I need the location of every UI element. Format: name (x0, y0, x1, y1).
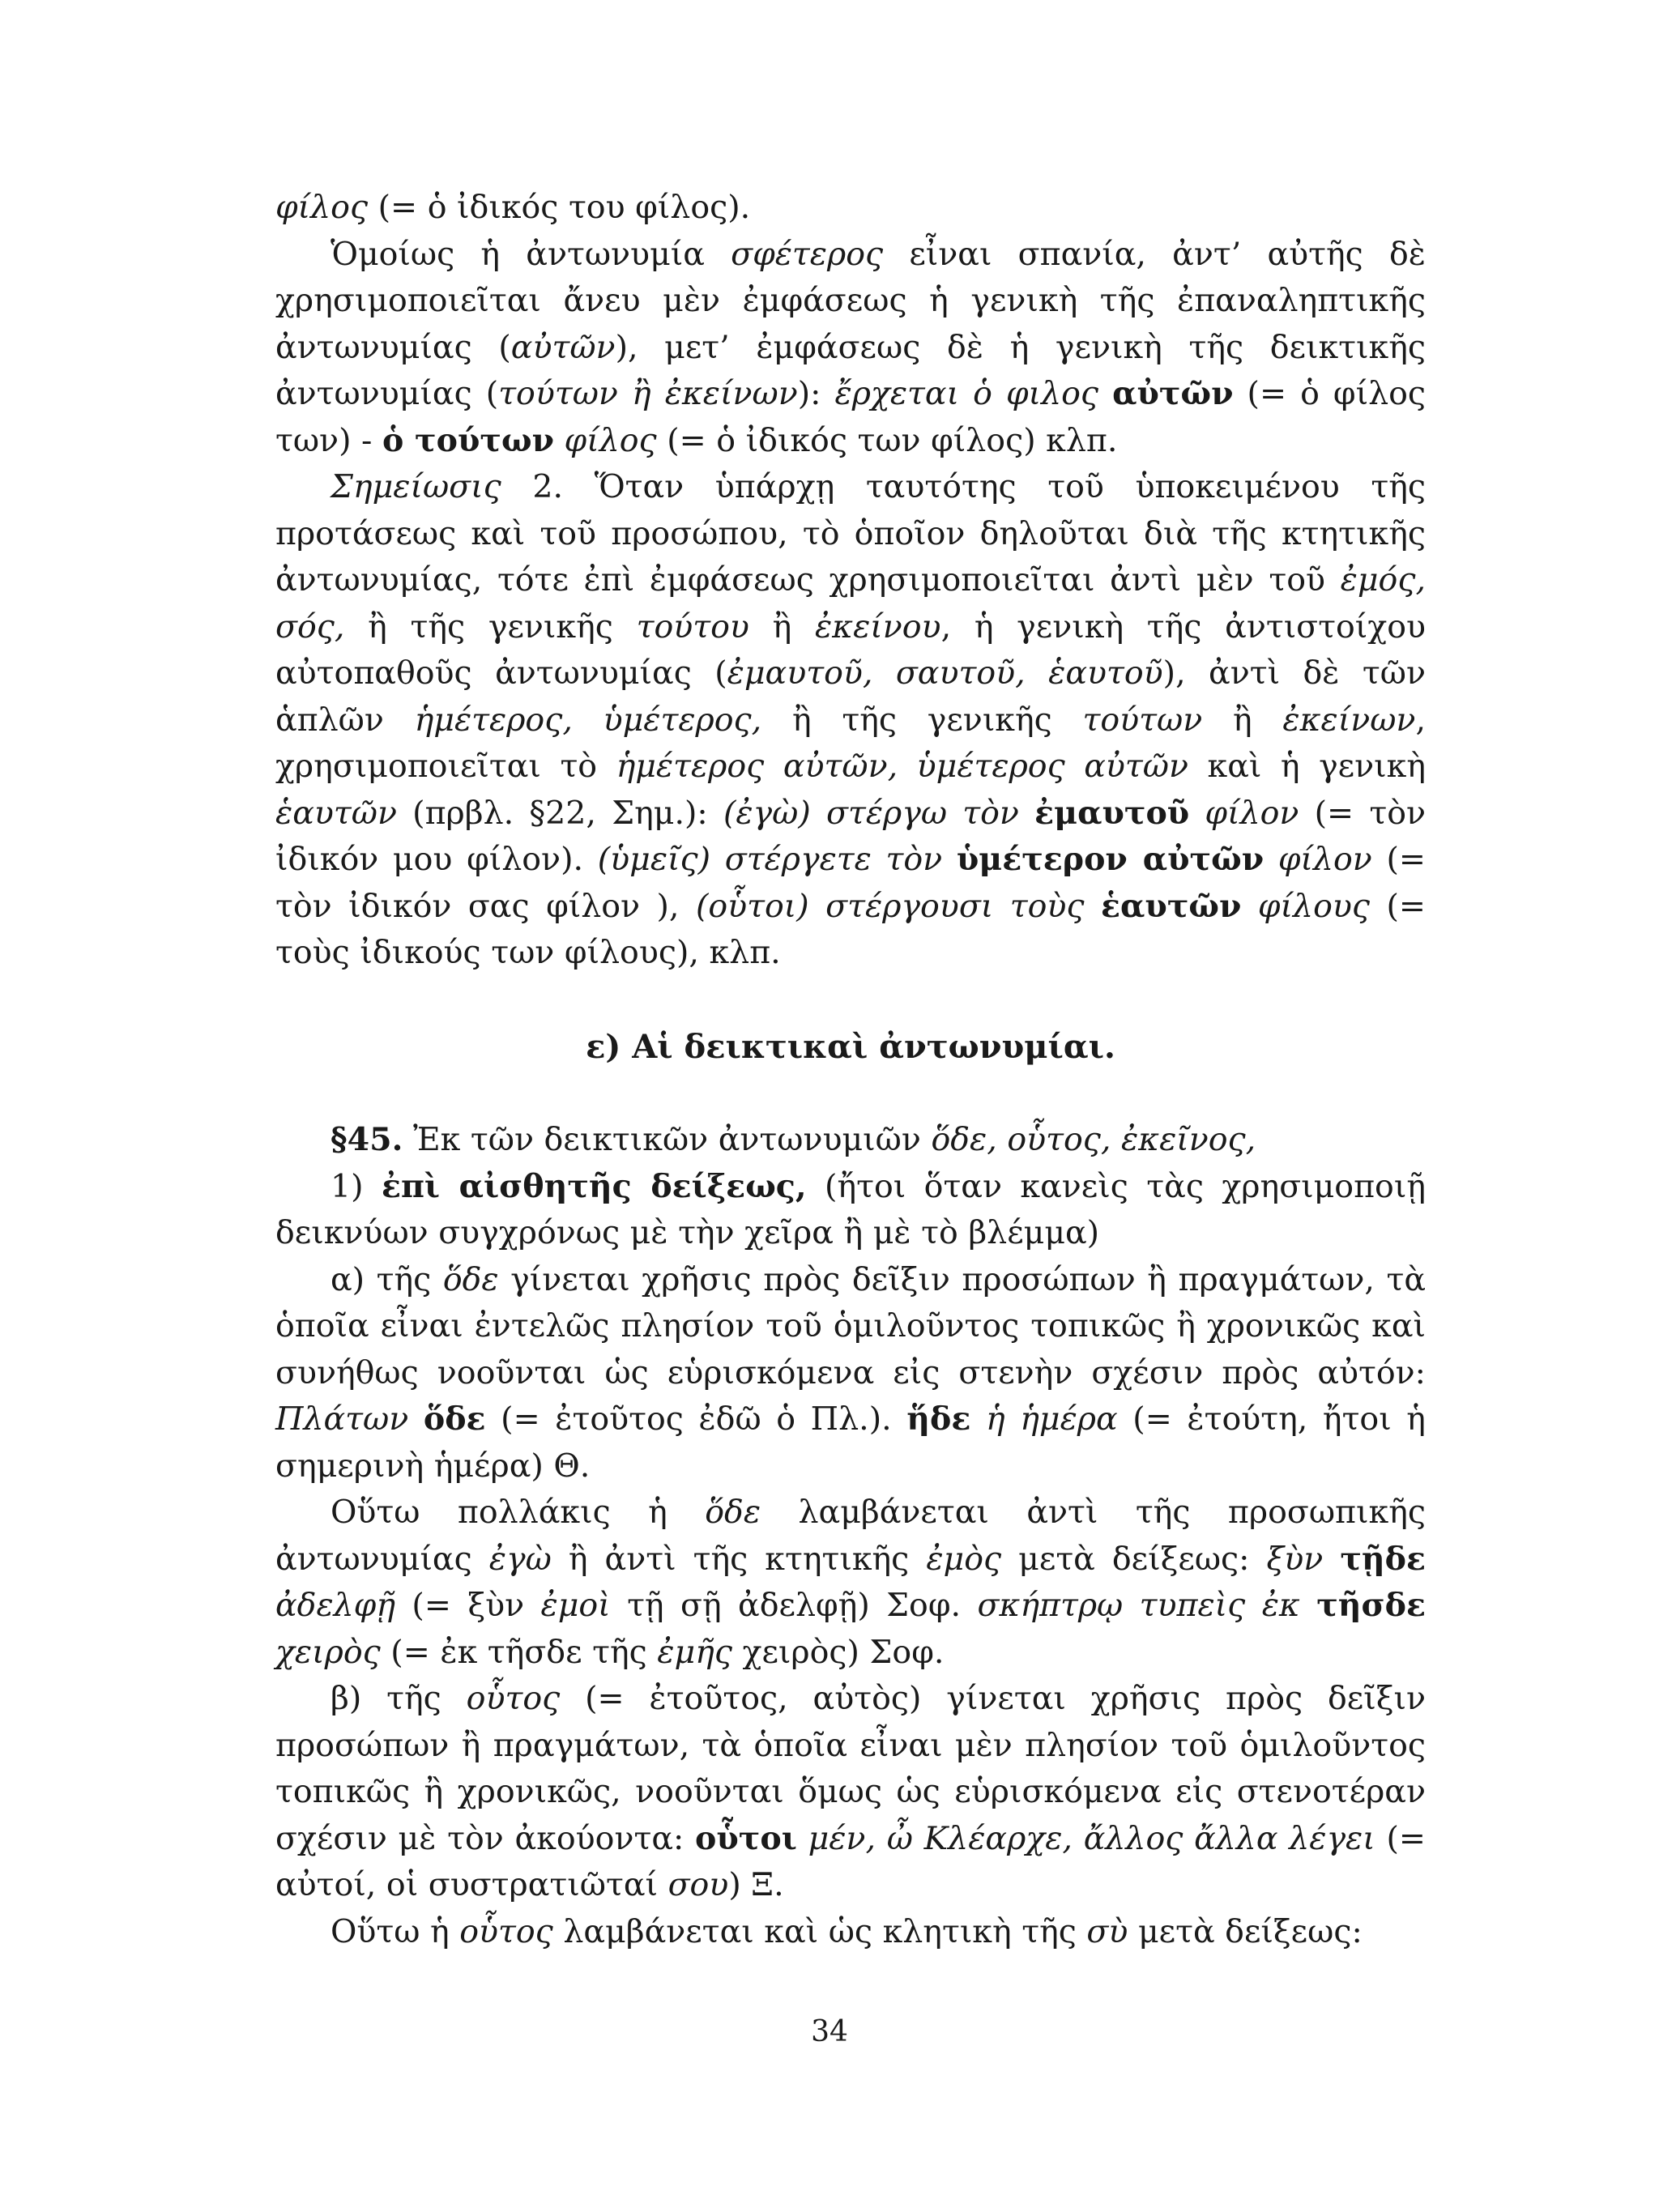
italic-run: ἔρχεται ὁ φιλος (834, 375, 1099, 412)
paragraph (275, 1117, 1426, 1164)
bold-run: ὑμέτερον αὐτῶν (956, 841, 1265, 878)
text-run: (= ὁ ἰδικός των φίλος) κλπ. (656, 421, 1118, 459)
italic-run: ἐμοὶ (540, 1587, 611, 1624)
text-run (1098, 375, 1112, 412)
italic-run: τούτων ἢ ἐκείνων (498, 375, 798, 412)
page-number: 34 (811, 2015, 848, 2048)
bold-run: ὅδε (423, 1400, 486, 1438)
text-run: (= ἐτοῦτος, αὐτὸς) γίνεται χρῆσις πρὸς δεῖξιν προσώπων ἢ πραγμάτων, τὰ ὁποῖα εἶναι μὲν πλησίον τοῦ ὁμιλοῦντος τοπικῶς ἢ χρονικῶς, νοοῦνται ὅμως ὡς εὑρισκόμενα εἰς στενοτέραν σχέσιν μὲ τὸν ἀκούοντα: (275, 1680, 1427, 1857)
text-run: εἶναι σπανία, ἀντ’ αὐτῆς δὲ χρησιμοποιεῖται ἄνευ μὲν ἐμφάσεως ἡ γενικὴ τῆς ἐπαναληπτικῆς ἀντωνυμίας ( (275, 235, 1426, 366)
italic-run: ὅδε, οὗτος, ἐκεῖνος, (931, 1121, 1256, 1158)
text-run: Ἐκ τῶν δεικτικῶν ἀντωνυμιῶν (403, 1121, 932, 1158)
text-run: ) Ξ. (728, 1866, 784, 1903)
italic-run: (οὗτοι) στέργουσι τοὺς (695, 887, 1085, 925)
text-run (1264, 841, 1278, 878)
text-run: μετὰ δείξεως: (1128, 1912, 1363, 1950)
italic-run: τούτου (636, 607, 749, 646)
text-run: (= ξὺν (395, 1587, 541, 1624)
text-run: Οὕτω πολλάκις ἡ (331, 1494, 706, 1531)
text-run: καὶ ἡ γενικὴ (1188, 748, 1426, 785)
italic-run: ἀδελφῇ (275, 1587, 396, 1624)
italic-run: ἐκείνου (814, 607, 941, 646)
italic-run: ἐμαυτοῦ, σαυτοῦ, ἑαυτοῦ (727, 654, 1163, 692)
italic-run: φίλον (1205, 794, 1299, 832)
italic-run: σφέτερος (731, 235, 884, 273)
text-run (408, 1400, 424, 1438)
text-run: (πρβλ. §22, Σημ.): (396, 794, 723, 832)
text-run: ε) Αἱ δεικτικαὶ ἀντωνυμίαι. (586, 1027, 1115, 1066)
text-run: ἢ τῆς γενικῆς (761, 701, 1083, 739)
bold-run: ὁ τούτων (382, 421, 554, 459)
text-run (942, 841, 957, 878)
bold-run: ἐμαυτοῦ (1034, 794, 1190, 832)
paragraph (275, 1676, 1426, 1909)
italic-run: μέν, ὦ Κλέαρχε, ἄλλος ἄλλα λέγει (808, 1819, 1375, 1857)
paragraph (275, 1490, 1426, 1676)
bold-run: ἑαυτῶν (1101, 887, 1242, 925)
text-run (797, 1820, 808, 1857)
text-run: μετὰ δείξεως: (1001, 1540, 1267, 1578)
text-run: λαμβάνεται ἀντὶ τῆς προσωπικῆς ἀντωνυμίας (275, 1494, 1426, 1578)
bold-run: ἐπὶ αἰσθητῆς δείξεως, (381, 1167, 807, 1205)
italic-run: αὐτῶν (510, 328, 616, 366)
italic-run: ὅδε (442, 1260, 499, 1298)
paragraph (275, 1909, 1426, 1956)
text-run: (ἤτοι ὅταν κανεὶς τὰς χρησιμοποιῇ δεικνύων συγχρόνως μὲ τὴν χεῖρα ἢ μὲ τὸ βλέμμα) (275, 1167, 1426, 1251)
italic-run: ἡμέτερος, ὑμέτερος, (414, 701, 762, 739)
text-run: (= τὸν ἰδικόν μου φίλον). (275, 794, 1426, 878)
italic-run: ἐκείνων (1282, 701, 1416, 739)
italic-run: ἡμέτερος αὐτῶν, ὑμέτερος αὐτῶν (616, 748, 1188, 785)
paragraph (275, 232, 1426, 465)
text-run: ἢ (748, 607, 815, 646)
italic-run: φίλους (1257, 887, 1371, 925)
text-run: γίνεται χρῆσις πρὸς δεῖξιν προσώπων ἢ πραγμάτων, τὰ ὁποῖα εἶναι ἐντελῶς πλησίον τοῦ ὁμιλοῦντος τοπικῶς ἢ χρονικῶς καὶ συνήθως νοοῦνται ὡς εὑρισκόμενα εἰς στενὴν σχέσιν πρὸς αὐτόν: (275, 1260, 1426, 1392)
text-run: β) τῆς (331, 1680, 467, 1717)
text-run (970, 1400, 986, 1438)
text-run (1085, 888, 1101, 925)
italic-run: σου (667, 1866, 729, 1903)
text-run: ἢ (1202, 701, 1283, 739)
page-body (275, 185, 1426, 1955)
bold-run: §45. (331, 1121, 403, 1158)
italic-run: φίλον (1277, 841, 1372, 878)
bold-run: τῆσδε (1316, 1587, 1426, 1624)
italic-run: ἑαυτῶν (275, 794, 397, 832)
text-run (1323, 1541, 1340, 1578)
italic-run: ἐμῆς (657, 1633, 732, 1671)
paragraph (275, 185, 1426, 232)
section-heading (275, 1024, 1426, 1071)
text-run (1241, 888, 1257, 925)
bold-run: αὐτῶν (1112, 375, 1234, 412)
italic-run: ξὺν (1266, 1540, 1324, 1578)
italic-run: ἐγὼ (488, 1540, 552, 1578)
italic-run: (ἐγὼ) στέργω τὸν (723, 794, 1019, 832)
italic-run: τούτων (1082, 701, 1203, 739)
bold-run: τῇδε (1340, 1540, 1426, 1578)
text-run: (= ἐτοῦτος ἐδῶ ὁ Πλ.). (485, 1400, 907, 1438)
text-run (554, 422, 565, 459)
text-run: (= τὸν ἰδικόν σας φίλον ), (275, 841, 1426, 925)
paragraph (275, 1257, 1426, 1490)
text-run (1300, 1587, 1316, 1624)
text-run (1189, 795, 1205, 832)
text-run: τῇ σῇ ἀδελφῇ) Σοφ. (610, 1587, 978, 1624)
text-run: , ἡ γενικὴ τῆς ἀντιστοίχου αὐτοπαθοῦς ἀντωνυμίας ( (275, 607, 1426, 692)
text-run: ), ἀντὶ δὲ τῶν ἁπλῶν (275, 654, 1426, 739)
italic-run: χειρὸς (275, 1633, 381, 1671)
italic-run: (ὑμεῖς) στέργετε τὸν (597, 841, 943, 878)
italic-run: ἐμός, σός, (275, 561, 1426, 646)
text-run: (= αὐτοί, οἱ συστρατιῶταί (275, 1819, 1426, 1903)
text-run: ): (797, 375, 835, 412)
text-run: 2. Ὅταν ὑπάρχῃ ταυτότης τοῦ ὑποκειμένου τῆς προτάσεως καὶ τοῦ προσώπου, τὸ ὁποῖον δηλοῦται διὰ τῆς κτητικῆς ἀντωνυμίας, τότε ἐπὶ ἐμφάσεως χρησιμοποιεῖται ἀντὶ μὲν τοῦ (275, 468, 1426, 599)
italic-run: οὗτος (466, 1680, 561, 1717)
text-run (1019, 795, 1034, 832)
text-run: (= τοὺς ἰδικούς των φίλους), κλπ. (275, 887, 1426, 971)
bold-run: ἥδε (906, 1400, 971, 1438)
italic-run: οὗτος (459, 1912, 553, 1950)
text-run: , χρησιμοποιεῖται τὸ (275, 701, 1426, 785)
text-run: ἢ ἀντὶ τῆς κτητικῆς (551, 1540, 927, 1578)
italic-run: φίλος (275, 189, 369, 226)
text-run: Οὕτω ἡ (331, 1912, 460, 1950)
italic-run: ὅδε (705, 1494, 761, 1531)
text-run: (= ἐτούτη, ἤτοι ἡ σημερινὴ ἡμέρα) Θ. (275, 1400, 1426, 1485)
text-run: (= ὁ ἰδικός του φίλος). (368, 189, 751, 226)
paragraph (275, 464, 1426, 977)
italic-run: ἐμὸς (926, 1540, 1002, 1578)
italic-run: φίλος (564, 421, 657, 459)
text-run: ἢ τῆς γενικῆς (344, 607, 637, 646)
text-run: (= ἐκ τῆσδε τῆς (380, 1633, 658, 1671)
bold-run: οὗτοι (695, 1819, 797, 1857)
italic-run: σκήπτρῳ τυπεὶς ἐκ (977, 1587, 1300, 1624)
text-run: 1) (331, 1167, 382, 1205)
paragraph (275, 1164, 1426, 1257)
text-run: λαμβάνεται καὶ ὡς κλητικὴ τῆς (552, 1912, 1087, 1950)
text-run: ), μετ’ ἐμφάσεως δὲ ἡ γενικὴ τῆς δεικτικῆς ἀντωνυμίας ( (275, 328, 1426, 412)
text-run: Ὁμοίως ἡ ἀντωνυμία (331, 235, 731, 273)
text-run: χειρὸς) Σοφ. (731, 1633, 945, 1671)
text-run: α) τῆς (331, 1260, 443, 1298)
italic-run: ἡ ἡμέρα (985, 1400, 1118, 1438)
italic-run: Πλάτων (275, 1400, 409, 1438)
italic-run: Σημείωσις (331, 468, 501, 505)
italic-run: σὺ (1086, 1912, 1128, 1950)
text-run: (= ὁ φίλος των) - (275, 375, 1427, 459)
